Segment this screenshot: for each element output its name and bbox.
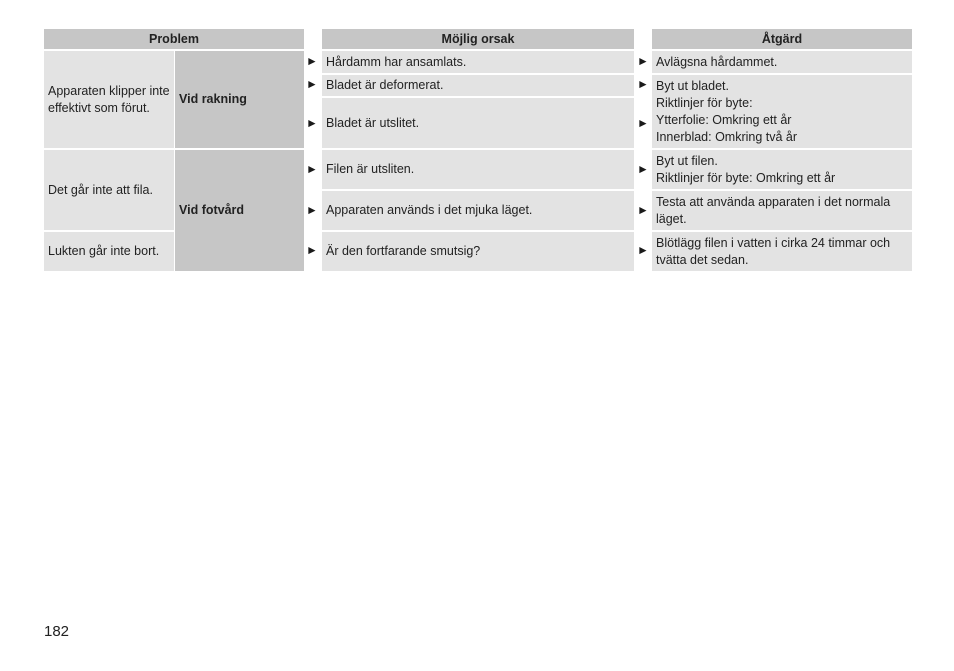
- action-cell-2: [652, 75, 912, 148]
- action-line: Riktlinjer för byte: Omkring ett år: [656, 171, 836, 185]
- context-cell-pedicure: [175, 150, 304, 271]
- arrow-icon: ►: [306, 243, 318, 257]
- header-cause: Möjlig orsak: [322, 29, 634, 49]
- action-line: Ytterfolie: Omkring ett år: [656, 113, 792, 127]
- arrow-icon: ►: [637, 54, 649, 68]
- arrow-icon: ►: [306, 203, 318, 217]
- context-text: Vid rakning: [179, 92, 247, 106]
- cause-cell-2: [322, 75, 634, 96]
- cause-cell-3: [322, 98, 634, 148]
- arrow-icon: ►: [306, 162, 318, 176]
- arrow-icon: ►: [306, 77, 318, 91]
- action-line: Byt ut bladet.: [656, 79, 729, 93]
- problem-cell-3: [44, 232, 174, 271]
- arrow-icon: ►: [637, 203, 649, 217]
- arrow-icon: ►: [637, 77, 649, 91]
- cause-text: Filen är utsliten.: [326, 162, 415, 176]
- action-cell-4: [652, 191, 912, 230]
- arrow-icon: ►: [306, 54, 318, 68]
- problem-cell-2: [44, 150, 174, 230]
- cause-text: Hårdamm har ansamlats.: [326, 54, 467, 69]
- cause-text: Apparaten används i det mjuka läget.: [326, 203, 533, 217]
- header-problem: Problem: [44, 29, 304, 49]
- cause-cell-4: [322, 150, 634, 189]
- page-number: 182: [44, 623, 70, 640]
- action-line: Innerblad: Omkring två år: [656, 130, 798, 144]
- action-cell-5: [652, 232, 912, 271]
- problem-text: Det går inte att fila.: [48, 182, 153, 197]
- action-text: Blötlägg filen i vatten i cirka 24 timmar och tvätta det sedan.: [656, 236, 891, 267]
- cause-text: Är den fortfarande smutsig?: [326, 244, 481, 258]
- arrow-icon: ►: [637, 162, 649, 176]
- cause-cell-5: [322, 191, 634, 230]
- arrow-icon: ►: [637, 116, 649, 130]
- header-action: Åtgärd: [652, 29, 912, 49]
- cause-text: Bladet är deformerat.: [326, 78, 444, 92]
- action-line: Riktlinjer för byte:: [656, 96, 753, 110]
- problem-text: Lukten går inte bort.: [48, 244, 160, 258]
- arrow-icon: ►: [637, 243, 649, 257]
- context-text: Vid fotvård: [179, 203, 245, 217]
- action-cell-3: [652, 150, 912, 189]
- cause-text: Bladet är utslitet.: [326, 115, 420, 130]
- cause-cell-6: [322, 232, 634, 271]
- context-cell-shaving: [175, 51, 304, 148]
- action-line: Byt ut filen.: [656, 154, 718, 168]
- arrow-icon: ►: [306, 116, 318, 130]
- action-cell-1: [652, 51, 912, 73]
- cause-cell-1: [322, 51, 634, 73]
- problem-text: Apparaten klipper inte effektivt som förut.: [48, 83, 170, 115]
- action-text: Testa att använda apparaten i det normala läget.: [656, 195, 891, 226]
- action-text: Avlägsna hårdammet.: [656, 54, 778, 69]
- problem-cell-1: [44, 51, 174, 148]
